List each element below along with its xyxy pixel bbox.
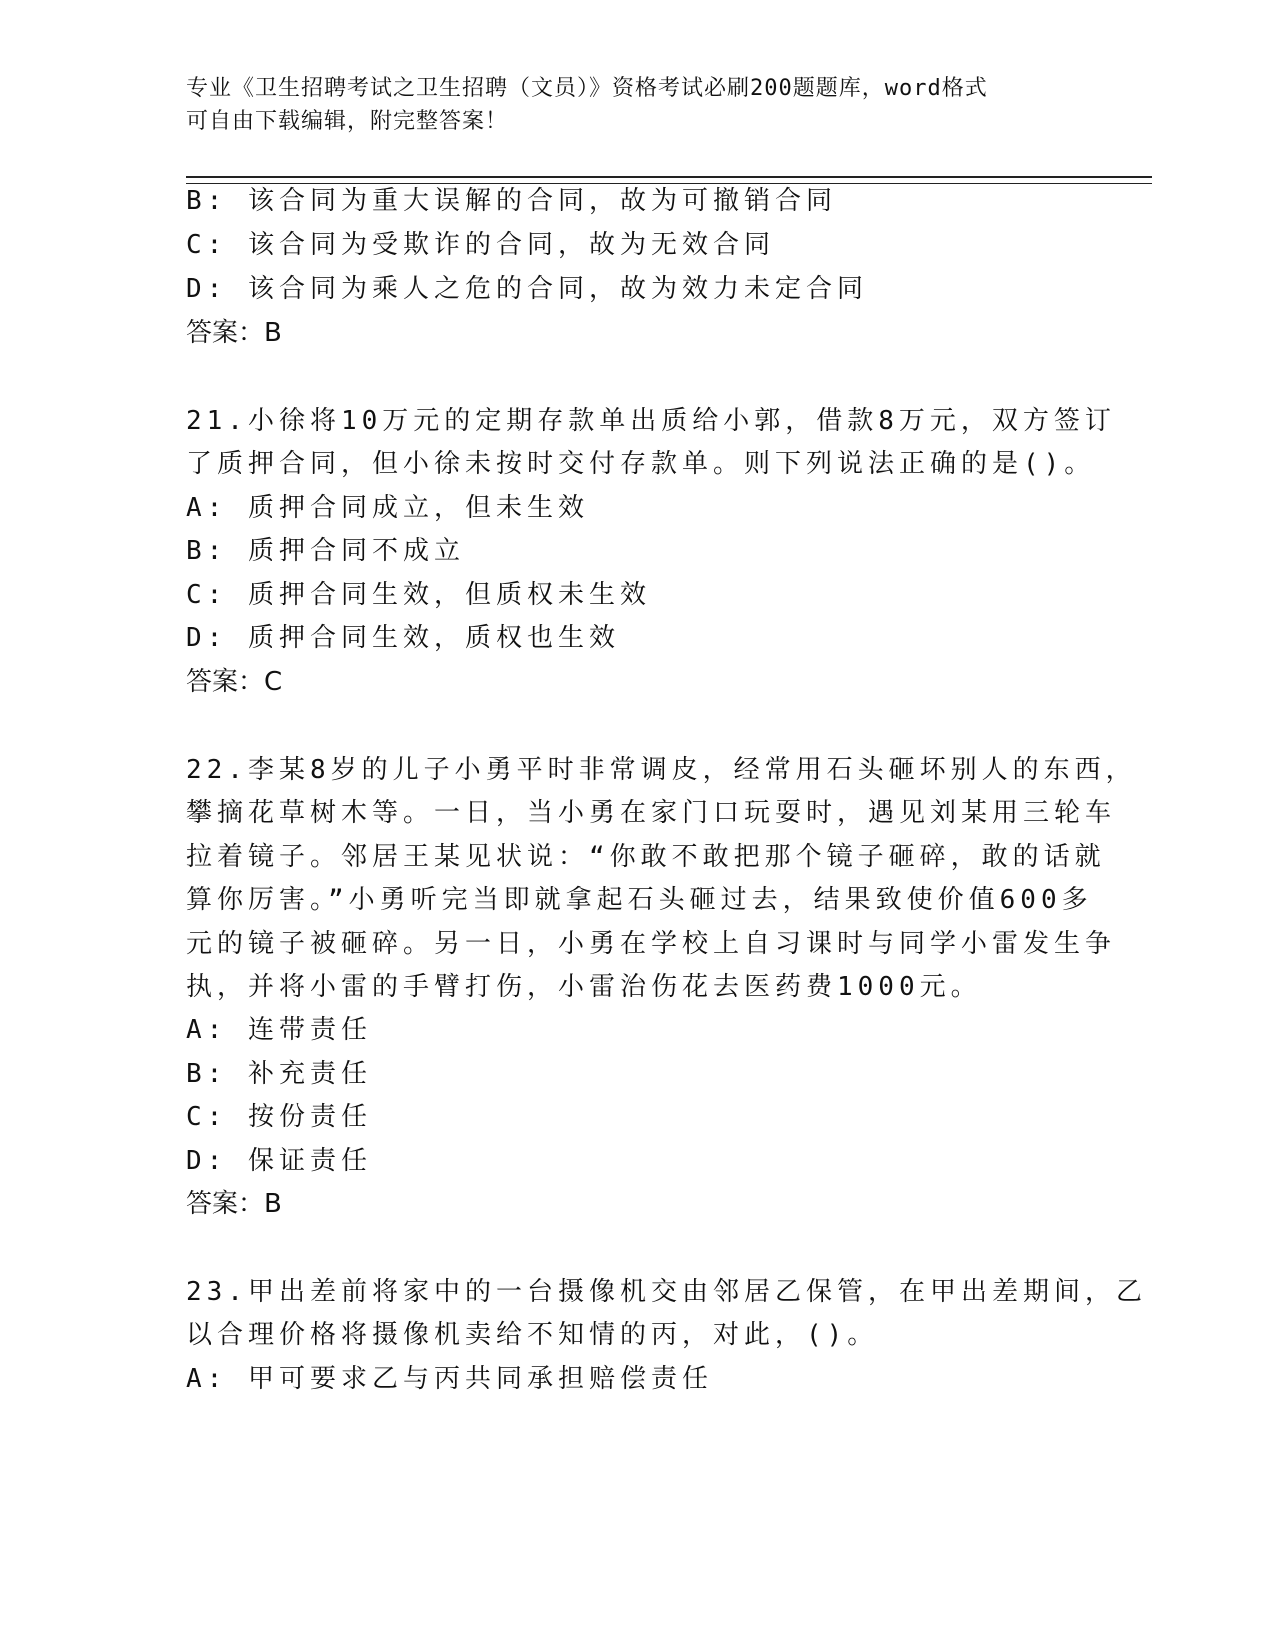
q22-option-b: B: 补充责任	[186, 1059, 372, 1089]
q22-option-a: A: 连带责任	[186, 1015, 372, 1045]
q20-option-d: D: 该合同为乘人之危的合同，故为效力未定合同	[186, 274, 868, 304]
q23-option-a: A: 甲可要求乙与丙共同承担赔偿责任	[186, 1364, 713, 1394]
q22-stem-line-3: 拉着镜子。邻居王某见状说：“你敢不敢把那个镜子砸碎，敢的话就	[186, 842, 1106, 872]
q21-option-c: C: 质押合同生效，但质权未生效	[186, 580, 651, 610]
q22-stem-line-1: 22.李某8岁的儿子小勇平时非常调皮，经常用石头砸坏别人的东西，	[186, 755, 1137, 785]
q21-option-d: D: 质押合同生效，质权也生效	[186, 623, 620, 653]
q21-option-a: A: 质押合同成立，但未生效	[186, 493, 589, 523]
q21-stem-line-1: 21.小徐将10万元的定期存款单出质给小郭，借款8万元，双方签订	[186, 406, 1116, 436]
q20-option-c: C: 该合同为受欺诈的合同，故为无效合同	[186, 230, 775, 260]
q20-answer: 答案：B	[186, 318, 282, 348]
q22-stem-line-6: 执，并将小雷的手臂打伤，小雷治伤花去医药费1000元。	[186, 972, 982, 1002]
q22-stem-line-4: 算你厉害。”小勇听完当即就拿起石头砸过去，结果致使价值600多	[186, 885, 1093, 915]
q22-option-c: C: 按份责任	[186, 1102, 372, 1132]
q20-option-b: B: 该合同为重大误解的合同，故为可撤销合同	[186, 186, 837, 216]
q21-option-b: B: 质押合同不成立	[186, 536, 465, 566]
q22-option-d: D: 保证责任	[186, 1146, 372, 1176]
q21-answer: 答案：C	[186, 667, 283, 697]
document-header	[186, 72, 1086, 138]
q23-stem-line-1: 23.甲出差前将家中的一台摄像机交由邻居乙保管，在甲出差期间，乙	[186, 1277, 1147, 1307]
q22-stem-line-5: 元的镜子被砸碎。另一日，小勇在学校上自习课时与同学小雷发生争	[186, 929, 1117, 959]
q23-stem-line-2: 以合理价格将摄像机卖给不知情的丙，对此，()。	[186, 1320, 879, 1350]
q22-stem-line-2: 攀摘花草树木等。一日，当小勇在家门口玩耍时，遇见刘某用三轮车	[186, 798, 1117, 828]
q22-answer: 答案：B	[186, 1189, 282, 1219]
header-line-2: 可自由下载编辑，附完整答案！	[186, 109, 509, 134]
q21-stem-line-2: 了质押合同，但小徐未按时交付存款单。则下列说法正确的是()。	[186, 449, 1096, 479]
header-line-1: 专业《卫生招聘考试之卫生招聘（文员）》资格考试必刷200题题库，word格式	[186, 76, 988, 101]
